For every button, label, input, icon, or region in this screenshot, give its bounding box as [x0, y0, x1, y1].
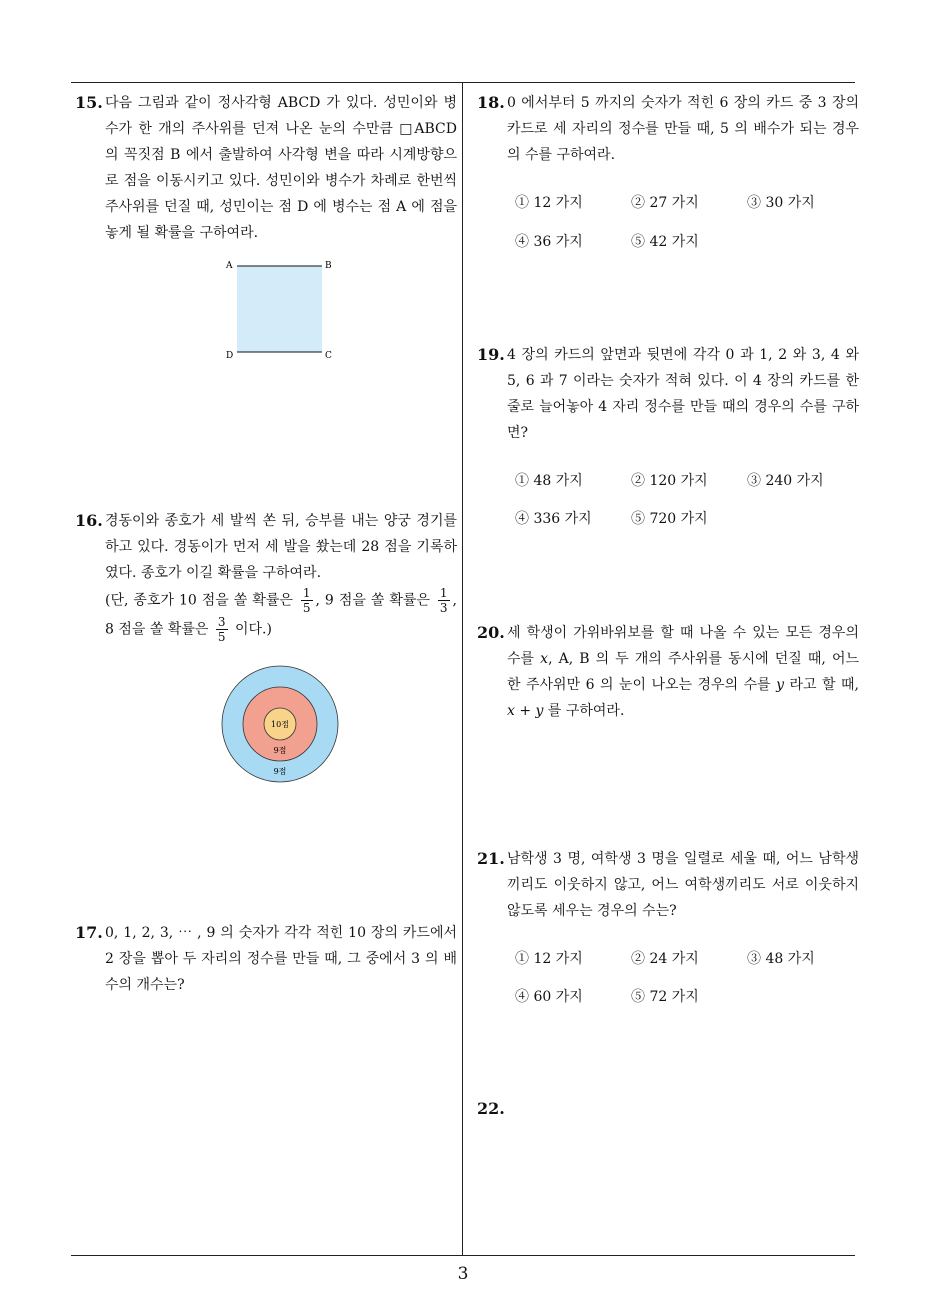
fraction-one-third: $\frac{1}{3}$: [439, 586, 448, 615]
problem-number: 16.: [75, 511, 103, 530]
fraction-three-fifths: $\frac{3}{5}$: [217, 615, 226, 644]
vertex-label-c: C: [325, 351, 332, 361]
archery-target: [220, 664, 340, 784]
top-rule: [71, 82, 855, 83]
choice-2[interactable]: ② 24 가지: [631, 951, 699, 967]
expression-x-plus-y: x + y: [507, 703, 544, 719]
choice-2[interactable]: ② 27 가지: [631, 195, 699, 211]
problem-21: [477, 846, 859, 1005]
problem-number: 15.: [75, 93, 103, 112]
left-column: [75, 90, 457, 1240]
variable-x: x: [540, 651, 549, 667]
problem-text: 4 장의 카드의 앞면과 뒷면에 각각 0 과 1, 2 와 3, 4 와 5, 6 과 7 이라는 숫자가 적혀 있다. 이 4 장의 카드를 한 줄로 늘어놓아 4 자리 정수를 만들 때의 경우의 수를 구하면?: [507, 347, 859, 441]
column-divider: [462, 83, 463, 1256]
fraction-one-fifth: $\frac{1}{5}$: [302, 586, 311, 615]
problem-text: 남학생 3 명, 여학생 3 명을 일렬로 세울 때, 어느 남학생끼리도 이웃하지 않고, 어느 여학생끼리도 서로 이웃하지 않도록 세우는 경우의 수는?: [507, 851, 859, 919]
problem-18: [477, 90, 859, 250]
problem-text: 다음 그림과 같이 정사각형 ABCD 가 있다. 성민이와 병수가 한 개의 주사위를 던져 나온 눈의 수만큼 □ABCD 의 꼭짓점 B 에서 출발하여 사각형 변을 따라 시계방향으로 점을 이동시키고 있다. 성민이와 병수가 차례로 한번씩 주사위를 던질 때, 성민이는 점 D 에 병수는 점 A 에 점을 놓게 될 확률을 구하여라.: [105, 95, 457, 241]
problem-20: [477, 620, 859, 724]
square-fill: [237, 266, 322, 352]
choice-1[interactable]: ① 12 가지: [515, 951, 583, 967]
problem-text: 경동이와 종호가 세 발씩 쏜 뒤, 승부를 내는 양궁 경기를 하고 있다. 경동이가 먼저 세 발을 쐈는데 28 점을 기록하였다. 종호가 이길 확률을 구하여라.: [105, 513, 457, 581]
problem-condition: (단, 종호가 10 점을 쏠 확률은 $\frac{1}{5}$ , 9 점을 쏠 확률은 $\frac{1}{3}$ , 8 점을 쏠 확률은 $\frac{3}{5}$ 이다.): [105, 586, 457, 644]
choice-4[interactable]: ④ 60 가지: [515, 989, 583, 1005]
problem-19: [477, 342, 859, 527]
problem-number: 21.: [477, 849, 505, 868]
vertex-label-b: B: [325, 261, 332, 271]
vertex-label-d: D: [226, 351, 234, 361]
problem-number: 20.: [477, 623, 505, 642]
choice-5[interactable]: ⑤ 42 가지: [631, 234, 699, 250]
problem-16: [75, 508, 457, 776]
variable-y: y: [776, 677, 785, 693]
choice-1[interactable]: ① 48 가지: [515, 473, 583, 489]
vertex-label-a: A: [226, 261, 233, 271]
outer-ring-label: 9점: [273, 767, 287, 776]
choice-3[interactable]: ③ 48 가지: [747, 951, 815, 967]
choice-2[interactable]: ② 120 가지: [631, 473, 708, 489]
choice-4[interactable]: ④ 36 가지: [515, 234, 583, 250]
problem-text: 0 에서부터 5 까지의 숫자가 적힌 6 장의 카드 중 3 장의 카드로 세 자리의 정수를 만들 때, 5 의 배수가 되는 경우의 수를 구하여라.: [507, 95, 859, 163]
page-number: 3: [457, 1264, 469, 1284]
middle-ring-label: 9점: [273, 746, 287, 755]
problem-number: 18.: [477, 93, 505, 112]
problem-17: [75, 920, 457, 998]
problem-number: 17.: [75, 923, 103, 942]
problem-number: 22.: [477, 1099, 505, 1118]
right-column: [477, 90, 859, 1240]
choice-3[interactable]: ③ 30 가지: [747, 195, 815, 211]
bottom-rule: [71, 1255, 855, 1256]
problem-number: 19.: [477, 345, 505, 364]
problem-text: 0, 1, 2, 3, ⋯ , 9 의 숫자가 각각 적힌 10 장의 카드에서 2 장을 뽑아 두 자리의 정수를 만들 때, 그 중에서 3 의 배수의 개수는?: [105, 925, 457, 993]
choice-3[interactable]: ③ 240 가지: [747, 473, 824, 489]
choice-5[interactable]: ⑤ 72 가지: [631, 989, 699, 1005]
choice-1[interactable]: ① 12 가지: [515, 195, 583, 211]
choice-5[interactable]: ⑤ 720 가지: [631, 511, 708, 527]
square-figure: [220, 252, 350, 362]
inner-ring-label: 10점: [271, 720, 289, 729]
choice-4[interactable]: ④ 336 가지: [515, 511, 592, 527]
problem-15: [75, 90, 457, 361]
problem-text: 세 학생이 가위바위보를 할 때 나올 수 있는 모든 경우의 수를 x, A, B 의 두 개의 주사위를 동시에 던질 때, 어느 한 주사위만 6 의 눈이 나오는 경우의 수를 y 라고 할 때, x + y 를 구하여라.: [507, 625, 860, 719]
